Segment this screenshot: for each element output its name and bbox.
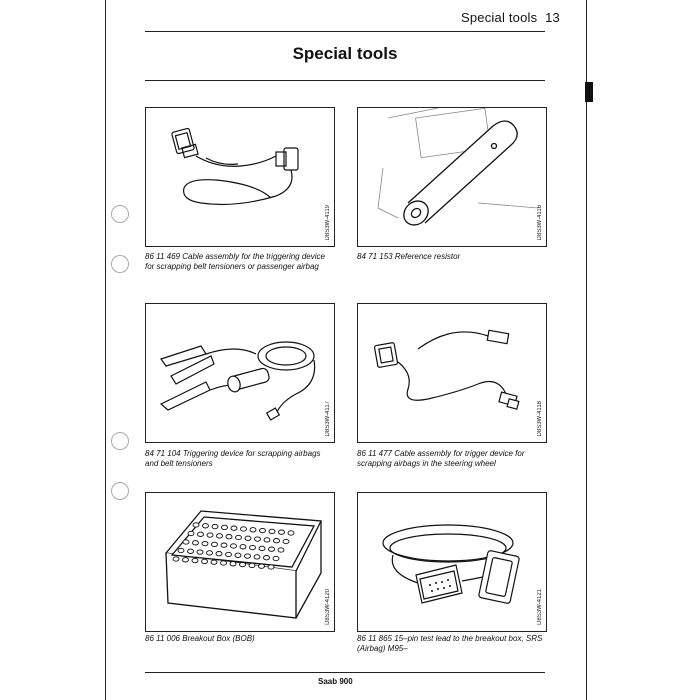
socket-hole xyxy=(226,535,232,539)
part-number: 84 71 153 xyxy=(357,252,393,261)
socket-hole xyxy=(197,550,203,554)
reference-resistor-illustration xyxy=(358,108,548,248)
socket-hole xyxy=(231,544,237,548)
socket-hole xyxy=(241,527,247,531)
cable-assembly-illustration xyxy=(146,108,336,248)
breakout-box-illustration xyxy=(146,493,336,633)
socket-hole xyxy=(183,558,189,562)
figure-code: D8S3W-4120 xyxy=(325,589,331,625)
socket-hole xyxy=(268,565,274,569)
socket-hole xyxy=(188,531,194,535)
socket-hole xyxy=(249,563,255,567)
socket-hole xyxy=(183,540,189,544)
socket-hole xyxy=(202,541,208,545)
tool-figure-2 xyxy=(357,107,547,247)
socket-hole xyxy=(240,562,246,566)
socket-hole xyxy=(217,534,223,538)
socket-hole xyxy=(245,536,251,540)
socket-hole xyxy=(173,557,179,561)
part-number: 86 11 469 xyxy=(145,252,180,261)
socket-hole xyxy=(259,564,265,568)
socket-hole xyxy=(269,547,275,551)
socket-hole xyxy=(254,555,260,559)
binder-hole xyxy=(111,432,129,450)
socket-hole xyxy=(269,529,275,533)
part-description: 15–pin test lead to the breakout box, SRS (Airbag) M95– xyxy=(357,634,543,653)
header-section: Special tools xyxy=(461,10,538,25)
socket-hole xyxy=(260,528,266,532)
socket-hole xyxy=(264,556,270,560)
part-description: Reference resistor xyxy=(394,252,461,261)
socket-hole xyxy=(193,523,199,527)
tool-figure-5 xyxy=(145,492,335,632)
socket-hole xyxy=(207,551,213,555)
tool-caption-1 xyxy=(145,252,335,272)
tool-caption-4 xyxy=(357,449,547,469)
binder-hole xyxy=(111,205,129,223)
binder-hole xyxy=(111,482,129,500)
tool-caption-5 xyxy=(145,634,335,644)
socket-hole xyxy=(259,546,265,550)
trigger-cable-illustration xyxy=(358,304,548,444)
header-page-number: 13 xyxy=(545,10,560,25)
socket-hole xyxy=(222,525,228,529)
tool-figure-1 xyxy=(145,107,335,247)
socket-hole xyxy=(230,562,236,566)
socket-hole xyxy=(202,559,208,563)
part-description: Cable assembly for the triggering device for scrapping belt tensioners or passenger airbag xyxy=(145,252,325,271)
tool-caption-2 xyxy=(357,252,547,262)
socket-hole xyxy=(212,524,218,528)
socket-hole xyxy=(226,552,232,556)
footer-model: Saab 900 xyxy=(318,677,353,686)
part-description: Triggering device for scrapping airbags and belt tensioners xyxy=(145,449,321,468)
socket-hole xyxy=(188,549,194,553)
part-number: 86 11 006 xyxy=(145,634,180,643)
socket-hole xyxy=(207,533,213,537)
socket-hole xyxy=(240,545,246,549)
socket-hole xyxy=(212,542,218,546)
socket-hole xyxy=(245,554,251,558)
socket-hole xyxy=(221,543,227,547)
figure-code: D8S3W-4121 xyxy=(537,589,543,625)
figure-code: D8S3W-4119 xyxy=(325,204,331,240)
footer-rule xyxy=(145,672,545,673)
socket-hole xyxy=(178,548,184,552)
tool-figure-6 xyxy=(357,492,547,632)
socket-hole xyxy=(279,530,285,534)
part-description: Breakout Box (BOB) xyxy=(182,634,255,643)
figure-code: D8S3W-4117 xyxy=(325,400,331,436)
socket-hole xyxy=(273,556,279,560)
part-number: 84 71 104 xyxy=(145,449,181,458)
triggering-device-illustration xyxy=(146,304,336,444)
tool-caption-6 xyxy=(357,634,547,654)
socket-hole xyxy=(255,537,261,541)
socket-hole xyxy=(203,524,209,528)
part-number: 86 11 477 xyxy=(357,449,392,458)
socket-hole xyxy=(198,532,204,536)
binder-hole xyxy=(111,255,129,273)
socket-hole xyxy=(278,548,284,552)
socket-hole xyxy=(274,539,280,543)
tool-figure-4 xyxy=(357,303,547,443)
title-rule xyxy=(145,80,545,81)
part-description: Cable assembly for trigger device for scrapping airbags in the steering wheel xyxy=(357,449,525,468)
socket-hole xyxy=(221,561,227,565)
socket-hole xyxy=(235,553,241,557)
figure-code: D8S3W-4116 xyxy=(537,204,543,240)
tool-figure-3 xyxy=(145,303,335,443)
socket-hole xyxy=(193,541,199,545)
socket-hole xyxy=(283,539,289,543)
socket-hole xyxy=(264,538,270,542)
socket-hole xyxy=(250,528,256,532)
socket-hole xyxy=(192,558,198,562)
part-number: 86 11 865 xyxy=(357,634,392,643)
socket-hole xyxy=(288,531,294,535)
test-lead-illustration xyxy=(358,493,548,633)
socket-hole xyxy=(250,545,256,549)
page-title: Special tools xyxy=(292,44,398,63)
socket-hole xyxy=(236,535,242,539)
figure-code: D8S3W-4118 xyxy=(537,400,543,436)
socket-hole xyxy=(216,552,222,556)
header-rule xyxy=(145,31,545,32)
socket-hole xyxy=(231,526,237,530)
tool-caption-3 xyxy=(145,449,335,469)
socket-hole xyxy=(211,560,217,564)
running-header xyxy=(461,10,560,25)
section-edge-tab xyxy=(585,82,593,102)
